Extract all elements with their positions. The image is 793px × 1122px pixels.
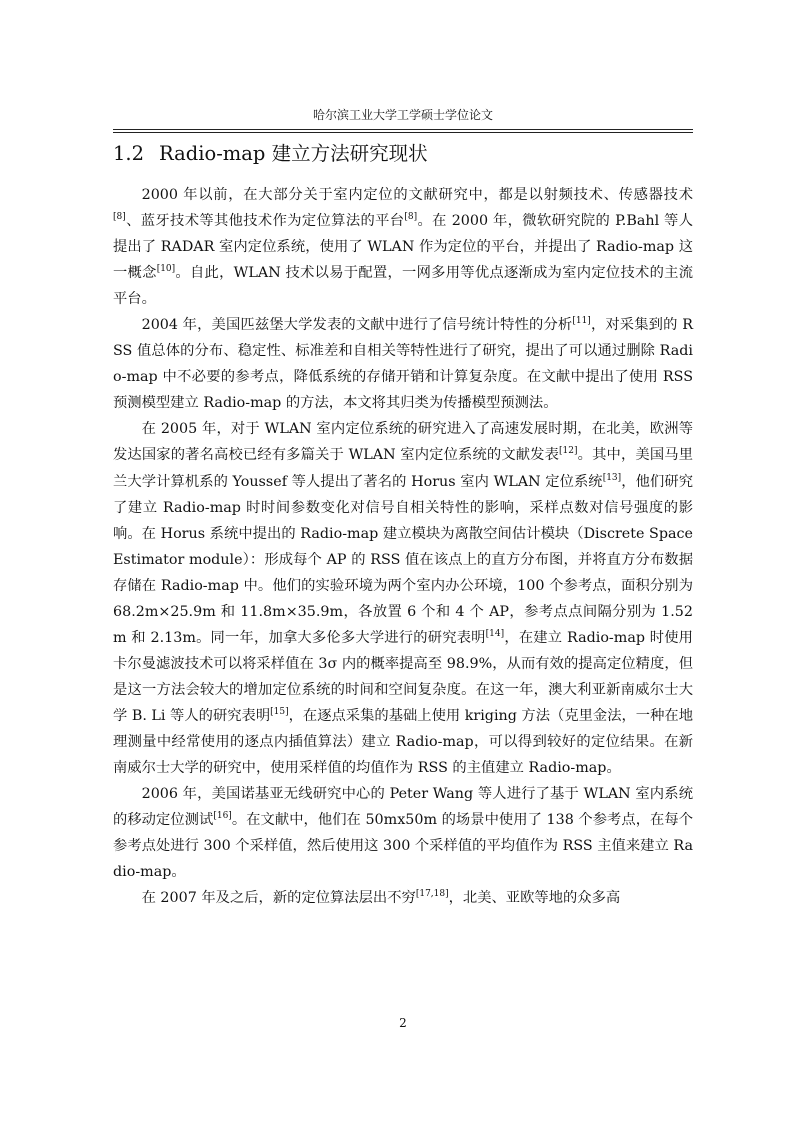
text-run: ，对采集到的 RSS 值总体的分布、稳定性、标准差和自相关等特性进行了研究，提出了可以通过删除 Radio-map 中不必要的参考点，降低系统的存储开销和计算复杂度。在文献中提出了使用 RSS 预测模型建立 Radio-map 的方法，本文将其归类为传播模型预测法。 xyxy=(113,317,693,412)
citation-ref: [17,18] xyxy=(415,889,449,900)
paragraph xyxy=(113,781,693,885)
text-run: ，在建立 Radio-map 时使用卡尔曼滤波技术可以将采样值在 3σ 内的概率提高至 98.9%，从而有效的提高定位精度，但是这一方法会较大的增加定位系统的时间和空间复杂度。在这一年，澳大利亚新南威尔士大学 B. Li 等人的研究表明 xyxy=(113,629,693,724)
text-run: 。在文献中，他们在 50mx50m 的场景中使用了 138 个参考点，在每个参考点处进行 300 个采样值，然后使用这 300 个采样值的平均值作为 RSS 主值来建立 Radio-map。 xyxy=(113,812,694,881)
text-run: 2000 年以前，在大部分关于室内定位的文献研究中，都是以射频技术、传感器技术 xyxy=(141,187,693,203)
citation-ref: [10] xyxy=(156,264,176,275)
body-text xyxy=(113,182,693,911)
text-run: 。自此，WLAN 技术以易于配置，一网多用等优点逐渐成为室内定位技术的主流平台。 xyxy=(113,265,693,308)
section-number: 1.2 xyxy=(113,142,145,165)
text-run: 。在 2000 年，微软研究院的 P.Bahl 等人提出了 RADAR 室内定位系统，使用了 WLAN 作为定位的平台，并提出了 Radio-map 这一概念 xyxy=(113,213,693,282)
paragraph xyxy=(113,182,693,312)
paragraph xyxy=(113,416,693,781)
section-title: Radio-map 建立方法研究现状 xyxy=(159,142,428,165)
paragraph xyxy=(113,312,693,416)
citation-ref: [15] xyxy=(270,706,289,717)
page-number: 2 xyxy=(399,1016,407,1030)
citation-ref: [11] xyxy=(572,316,591,327)
citation-ref: [14] xyxy=(485,628,505,639)
citation-ref: [16] xyxy=(213,811,232,822)
text-run: 2004 年，美国匹兹堡大学发表的文献中进行了信号统计特性的分析 xyxy=(141,317,573,334)
running-header: 哈尔滨工业大学工学硕士学位论文 xyxy=(312,108,493,122)
text-run: ，他们研究了建立 Radio-map 时时间参数变化对信号自相关特性的影响，采样点数对信号强度的影响。在 Horus 系统中提出的 Radio-map 建立模块为离散空间估计模块（Discrete Space Estimator module）：形成每个 AP 的 RSS 值在该点上的直方分布图，并将直方分布数据存储在 Radio-map 中。他们的实验环境为两个室内办公环境，100 个参考点，面积分别为 68.2m×25.9m 和 11.8m×35.9m，各放置 6 个和 4 个 AP，参考点点间隔分别为 1.52m 和 2.13m。同一年，加拿大多伦多大学进行的研究表明 xyxy=(113,473,694,646)
text-run: ，北美、亚欧等地的众多高 xyxy=(448,890,621,907)
header-rule xyxy=(113,129,693,133)
text-run: 在 2007 年及之后，新的定位算法层出不穷 xyxy=(141,890,416,907)
text-run: ，在逐点采集的基础上使用 kriging 方法（克里金法，一种在地理测量中经常使用的逐点内插值算法）建立 Radio-map，可以得到较好的定位结果。在新南威尔士大学的研究中，使用采样值的均值作为 RSS 的主值建立 Radio-map。 xyxy=(113,707,693,777)
section-heading xyxy=(113,140,693,168)
citation-ref: [12] xyxy=(559,446,578,457)
citation-ref: [8] xyxy=(404,212,418,223)
citation-ref: [13] xyxy=(602,472,622,483)
text-run: 在 2005 年，对于 WLAN 室内定位系统的研究进入了高速发展时期，在北美，欧洲等发达国家的著名高校已经有多篇关于 WLAN 室内定位系统的文献发表 xyxy=(113,421,693,464)
text-run: 。其中，美国马里兰大学计算机系的 Youssef 等人提出了著名的 Horus 室内 WLAN 定位系统 xyxy=(113,447,693,490)
text-run: 、蓝牙技术等其他技术作为定位算法的平台 xyxy=(125,213,405,230)
text-run: 2006 年，美国诺基亚无线研究中心的 Peter Wang 等人进行了基于 WLAN 室内系统的移动定位测试 xyxy=(113,786,693,829)
paragraph xyxy=(113,885,693,911)
citation-ref: [8] xyxy=(113,212,126,223)
